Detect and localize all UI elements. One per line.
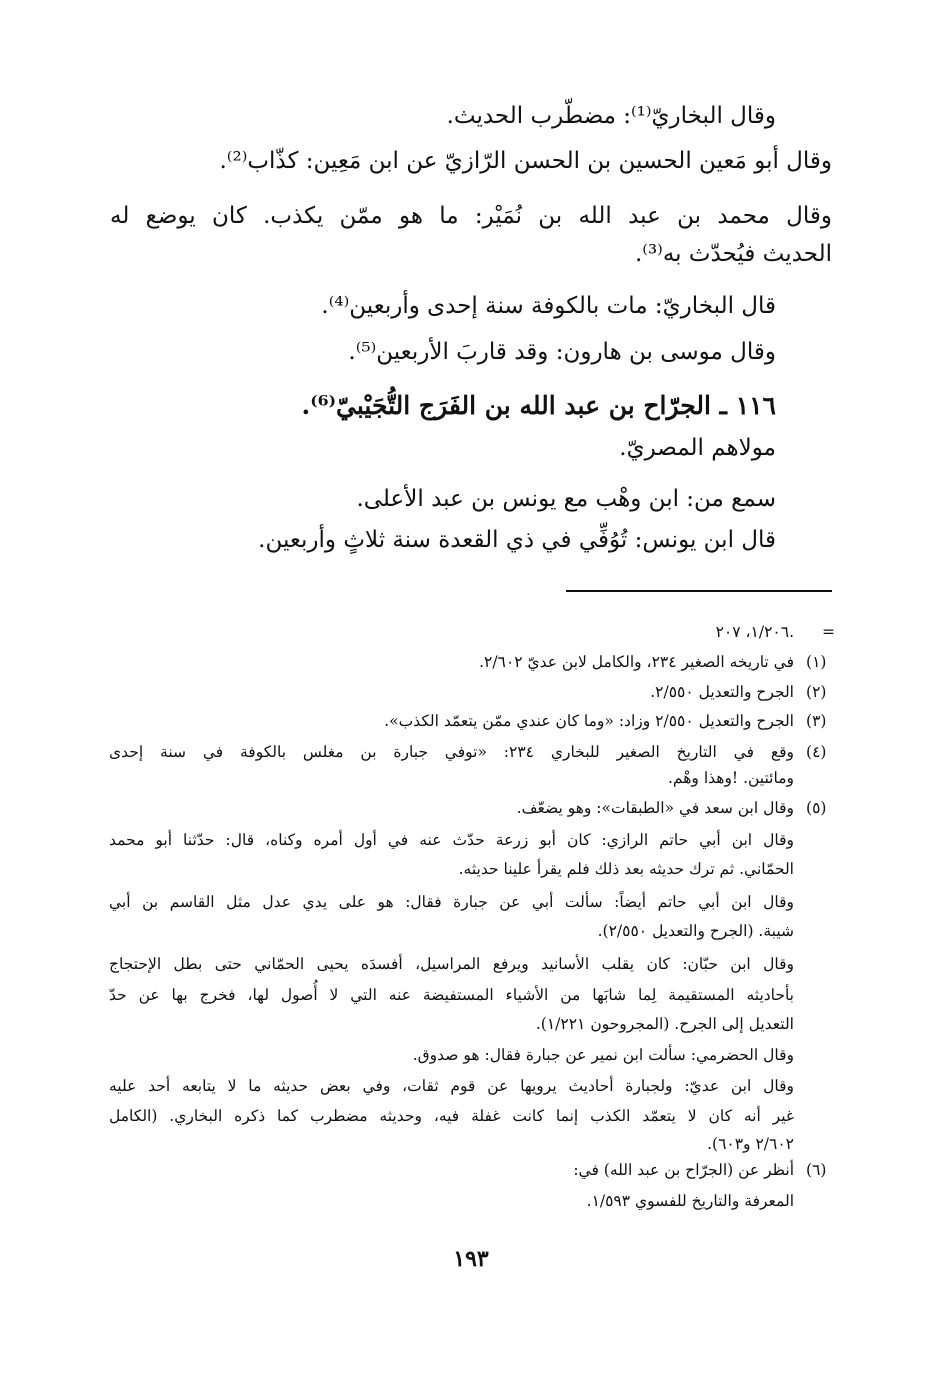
footnote-5-line-4: وقال ابن أبي حاتم أيضاً: سألت أبي عن جبارة فقال: هو على يدي عدل مثل القاسم بن أبي — [109, 893, 794, 911]
footnote-5-line-12: ٢/٦٠٢ و٦٠٣). — [707, 1135, 794, 1153]
main-line-5: قال البخاريّ: مات بالكوفة سنة إحدى وأربعين⁽⁴⁾. — [321, 293, 776, 319]
footnote-4-line-2: ومائتين. !وهذا وهْم. — [668, 769, 794, 787]
footnote-6-line-2: المعرفة والتاريخ للفسوي ١/٥٩٣. — [586, 1192, 794, 1210]
main-line-3: وقال محمد بن عبد الله بن نُمَيْر: ما هو ممّن يكذب. كان يوضع له — [110, 203, 832, 229]
footnote-5-line-8: التعديل إلى الجرح. (المجروحون ١/٢٢١). — [535, 1015, 794, 1033]
footnote-2: الجرح والتعديل ٢/٥٥٠. — [650, 683, 794, 701]
footnote-continuation: ١/٢٠٦، ٢٠٧. — [715, 623, 794, 641]
footnote-5-line-7: بأحاديثه المستقيمة لِما شابَها من الأشياء المستفيضة عنه التي لا أُصول لها، فخرج بها عن حدّ — [109, 986, 794, 1004]
footnote-6-line-1: أنظر عن (الجرّاح بن عبد الله) في: — [573, 1161, 794, 1179]
footnote-number-2: (٢) — [806, 683, 827, 701]
footnote-number-4: (٤) — [806, 743, 827, 761]
main-line-9: سمع من: ابن وهْب مع يونس بن عبد الأعلى. — [356, 486, 776, 512]
footnote-4-line-1: وقع في التاريخ الصغير للبخاري ٢٣٤: «توفي جبارة بن مغلس بالكوفة في سنة إحدى — [109, 743, 794, 761]
footnote-5-line-5: شيبة. (الجرح والتعديل ٢/٥٥٠). — [597, 922, 794, 940]
footnote-number-1: (١) — [806, 653, 827, 671]
footnote-number-5: (٥) — [806, 799, 827, 817]
footnote-3: الجرح والتعديل ٢/٥٥٠ وزاد: «وما كان عندي ممّن يتعمّد الكذب». — [384, 712, 794, 730]
entry-title: ١١٦ ـ الجرّاح بن عبد الله بن الفَرَج التُّجَيْبيّ⁽⁶⁾. — [301, 391, 776, 420]
footnote-5-line-10: وقال ابن عديّ: ولجبارة أحاديث يرويها عن قوم ثقات، وفي بعض حديثه ما لا يتابعه أحد عليه — [109, 1077, 794, 1095]
footnote-5-line-6: وقال ابن حبّان: كان يقلب الأسانيد ويرفع المراسيل، أفسدَه يحيى الحمّاني حتى بطل الإحتجاج — [109, 955, 794, 973]
footnote-5-line-9: وقال الحضرمي: سألت ابن نمير عن جبارة فقال: هو صدوق. — [412, 1046, 794, 1064]
main-line-10: قال ابن يونس: تُوُفِّي في ذي القعدة سنة ثلاثٍ وأربعين. — [258, 527, 776, 553]
footnote-1: في تاريخه الصغير ٢٣٤، والكامل لابن عديّ ٢/٦٠٢. — [479, 653, 794, 671]
main-line-1: وقال البخاريّ⁽¹⁾: مضطّرب الحديث. — [446, 103, 776, 129]
footnote-number-6: (٦) — [806, 1161, 827, 1179]
footnote-5-line-11: غير أنه كان لا يتعمّد الكذب إنما كانت غفلة فيه، وحديثه مضطرب كما ذكره البخاري. (الكامل — [109, 1107, 794, 1125]
main-line-2: وقال أبو مَعين الحسين بن الحسن الرّازيّ عن ابن مَعِين: كذّاب⁽²⁾. — [219, 148, 832, 174]
main-line-4: الحديث فيُحدّث به⁽³⁾. — [634, 241, 832, 267]
main-line-8: مولاهم المصريّ. — [619, 435, 776, 461]
footnote-continuation-marker: = — [822, 623, 835, 641]
footnote-separator — [566, 590, 832, 592]
main-line-6: وقال موسى بن هارون: وقد قاربَ الأربعين⁽⁵⁾. — [348, 339, 776, 365]
page-number: ١٩٣ — [453, 1246, 489, 1272]
footnote-5-line-3: الحمّاني. ثم ترك حديثه بعد ذلك فلم يقرأ علينا حديثه. — [458, 860, 794, 878]
footnote-number-3: (٣) — [806, 712, 827, 730]
footnote-5-line-2: وقال ابن أبي حاتم الرازي: كان أبو زرعة حدّث عنه في أول أمره وكناه، قال: حدّثنا أبو محمد — [109, 831, 794, 849]
footnote-5-line-1: وقال ابن سعد في «الطبقات»: وهو يضعّف. — [516, 799, 794, 817]
